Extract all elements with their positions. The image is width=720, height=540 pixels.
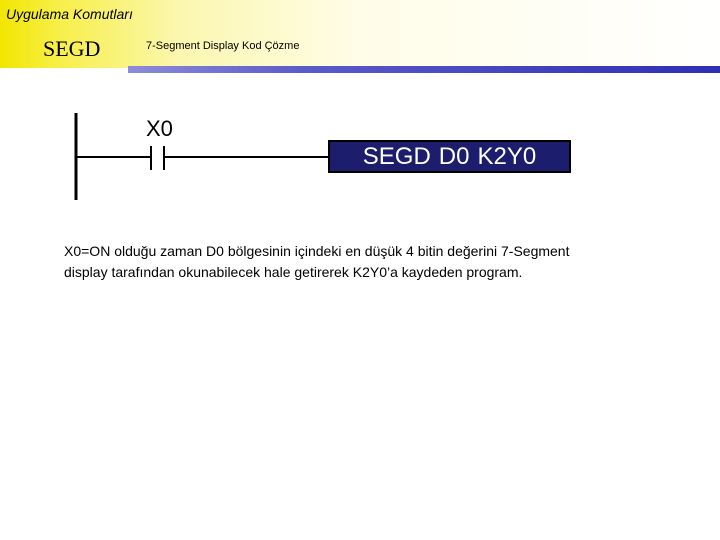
description-line-2: display tarafından okunabilecek hale getirerek K2Y0’a kaydeden program. [64,264,523,280]
page-title: Uygulama Komutları [6,6,133,22]
instruction-mnemonic: SEGD [362,142,431,170]
instruction-source: D0 [438,142,470,170]
ladder-diagram [0,0,720,230]
description-paragraph [64,241,684,283]
instruction-block [328,140,571,173]
contact-label: X0 [146,116,173,141]
command-name: SEGD [43,36,101,61]
command-description: 7-Segment Display Kod Çözme [146,40,300,52]
instruction-destination: K2Y0 [477,142,537,170]
description-line-1: X0=ON olduğu zaman D0 bölgesinin içindeki en düşük 4 bitin değerini 7-Segment [64,243,570,259]
